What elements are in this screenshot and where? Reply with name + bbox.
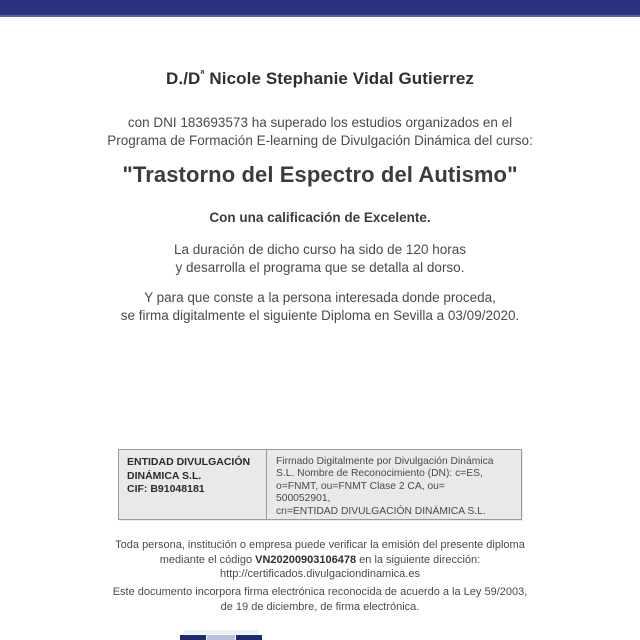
logo-bar-middle xyxy=(207,635,235,640)
organization-logo-cropped xyxy=(180,630,262,640)
intro-line-1: con DNI 183693573 ha superado los estudios organizados en el xyxy=(127,115,513,130)
course-title: "Trastorno del Espectro del Autismo" xyxy=(122,162,518,187)
logo-bar-left xyxy=(180,635,206,640)
law-line-2: de 19 de diciembre, de firma electrónica. xyxy=(220,600,420,613)
signature-entity-line-2: DINÁMICA S.L. xyxy=(127,469,202,482)
signature-detail-line-4: 500052901, xyxy=(276,493,331,505)
brand-header-bar xyxy=(0,0,640,15)
verification-code: VN20200903106478 xyxy=(255,553,357,566)
verify-line-1: Toda persona, institución o empresa puede verificar la emisión del presente diploma xyxy=(115,539,525,551)
signature-cif: CIF: B91048181 xyxy=(127,483,205,495)
diploma-document xyxy=(0,17,640,640)
signature-detail-line-2: S.L. Nombre de Reconocimiento (DN): c=ES, xyxy=(276,468,483,480)
attest-line-2: se firma digitalmente el siguiente Diploma en Sevilla a 03/09/2020. xyxy=(120,308,520,323)
duration-line-2: y desarrolla el programa que se detalla al dorso. xyxy=(175,260,465,275)
verification-paragraph xyxy=(0,538,640,582)
digital-signature-box xyxy=(118,449,522,520)
signature-entity-line-1: ENTIDAD DIVULGACIÓN xyxy=(127,456,251,468)
recipient-prefix: D./D xyxy=(166,69,201,88)
signature-entity-panel xyxy=(119,450,267,519)
duration-line-1: La duración de dicho curso ha sido de 120 horas xyxy=(174,242,466,257)
verify-line-2-suffix: en la siguiente dirección: xyxy=(356,553,481,566)
logo-bar-right xyxy=(236,635,262,640)
law-paragraph xyxy=(0,585,640,614)
attestation-paragraph xyxy=(0,289,640,325)
intro-line-2: Programa de Formación E-learning de Divulgación Dinámica del curso: xyxy=(107,133,533,148)
intro-paragraph xyxy=(0,114,640,150)
logo-ghost-shape xyxy=(184,630,258,634)
duration-paragraph xyxy=(0,241,640,277)
verify-line-2 xyxy=(0,553,640,568)
verification-url[interactable]: http://certificados.divulgaciondinamica.es xyxy=(220,568,420,580)
signature-detail-panel xyxy=(267,450,521,519)
grade-line: Con una calificación de Excelente. xyxy=(209,210,431,225)
recipient-full-name: Nicole Stephanie Vidal Gutierrez xyxy=(209,69,474,88)
attest-line-1: Y para que conste a la persona interesada donde proceda, xyxy=(144,290,496,305)
law-line-1: Este documento incorpora firma electrónica reconocida de acuerdo a la Ley 59/2003, xyxy=(112,586,528,598)
verify-line-2-prefix: mediante el código xyxy=(159,553,256,566)
signature-detail-line-1: Firmado Digitalmente por Divulgación Dinámica xyxy=(276,456,494,467)
signature-detail-line-3: o=FNMT, ou=FNMT Clase 2 CA, ou= xyxy=(276,480,445,492)
recipient-name xyxy=(0,69,640,89)
recipient-prefix-superscript: ª xyxy=(200,68,205,81)
signature-detail-line-5: cn=ENTIDAD DIVULGACIÓN DINÁMICA S.L. xyxy=(276,505,486,517)
